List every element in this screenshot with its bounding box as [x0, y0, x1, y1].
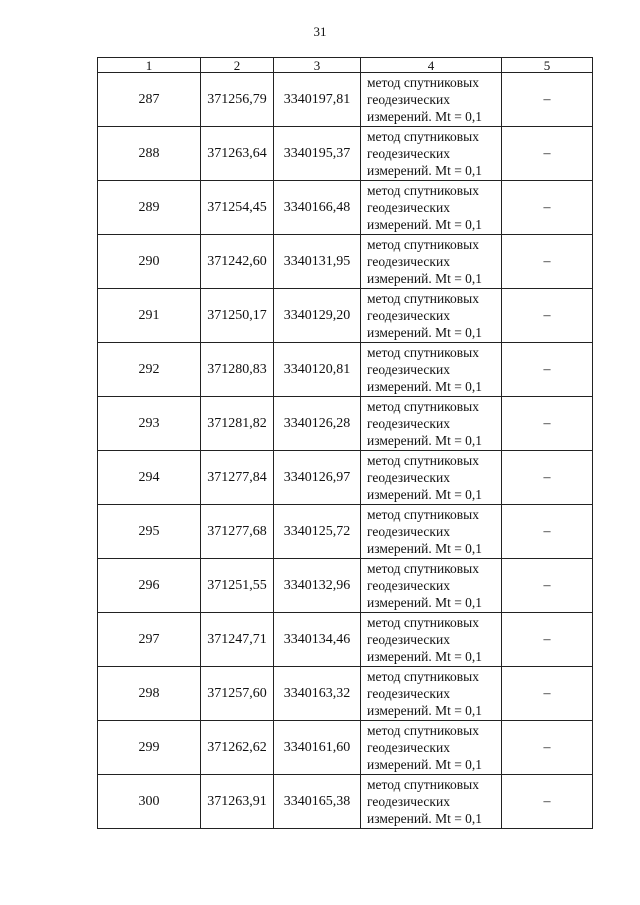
- method-line: метод спутниковых: [367, 561, 479, 576]
- table-row: [98, 559, 593, 613]
- coordinates-table: [97, 57, 593, 829]
- method-cell: [361, 559, 502, 613]
- method-cell: [361, 181, 502, 235]
- method-line: измерений. Mt = 0,1: [367, 757, 483, 772]
- method-line: измерений. Mt = 0,1: [367, 163, 483, 178]
- table-row: [98, 235, 593, 289]
- method-line: метод спутниковых: [367, 345, 479, 360]
- table-row: [98, 397, 593, 451]
- method-line: геодезических: [367, 470, 450, 485]
- method-line: измерений. Mt = 0,1: [367, 379, 483, 394]
- y-coordinate-cell: 3340166,48: [274, 181, 361, 235]
- method-line: измерений. Mt = 0,1: [367, 487, 483, 502]
- method-line: геодезических: [367, 362, 450, 377]
- method-cell: [361, 613, 502, 667]
- method-cell: [361, 127, 502, 181]
- y-coordinate-cell: 3340197,81: [274, 73, 361, 127]
- method-line: геодезических: [367, 794, 450, 809]
- y-coordinate-cell: 3340125,72: [274, 505, 361, 559]
- method-line: измерений. Mt = 0,1: [367, 325, 483, 340]
- x-coordinate-cell: 371242,60: [201, 235, 274, 289]
- method-line: метод спутниковых: [367, 777, 479, 792]
- method-line: метод спутниковых: [367, 723, 479, 738]
- method-line: метод спутниковых: [367, 399, 479, 414]
- method-cell: [361, 721, 502, 775]
- note-cell: –: [502, 775, 593, 829]
- method-line: геодезических: [367, 146, 450, 161]
- method-cell: [361, 775, 502, 829]
- point-number-cell: 288: [98, 127, 201, 181]
- point-number-cell: 298: [98, 667, 201, 721]
- table-row: [98, 343, 593, 397]
- note-cell: –: [502, 613, 593, 667]
- y-coordinate-cell: 3340161,60: [274, 721, 361, 775]
- x-coordinate-cell: 371263,91: [201, 775, 274, 829]
- note-cell: –: [502, 451, 593, 505]
- x-coordinate-cell: 371254,45: [201, 181, 274, 235]
- note-cell: –: [502, 289, 593, 343]
- y-coordinate-cell: 3340134,46: [274, 613, 361, 667]
- method-line: измерений. Mt = 0,1: [367, 649, 483, 664]
- x-coordinate-cell: 371251,55: [201, 559, 274, 613]
- method-cell: [361, 289, 502, 343]
- x-coordinate-cell: 371247,71: [201, 613, 274, 667]
- y-coordinate-cell: 3340165,38: [274, 775, 361, 829]
- method-cell: [361, 235, 502, 289]
- x-coordinate-cell: 371262,62: [201, 721, 274, 775]
- y-coordinate-cell: 3340129,20: [274, 289, 361, 343]
- note-cell: –: [502, 667, 593, 721]
- y-coordinate-cell: 3340195,37: [274, 127, 361, 181]
- point-number-cell: 294: [98, 451, 201, 505]
- table-row: [98, 451, 593, 505]
- table-body: [98, 73, 593, 829]
- method-line: геодезических: [367, 740, 450, 755]
- method-line: геодезических: [367, 200, 450, 215]
- method-cell: [361, 343, 502, 397]
- method-line: измерений. Mt = 0,1: [367, 595, 483, 610]
- point-number-cell: 292: [98, 343, 201, 397]
- method-cell: [361, 667, 502, 721]
- method-line: геодезических: [367, 632, 450, 647]
- method-line: метод спутниковых: [367, 291, 479, 306]
- method-line: измерений. Mt = 0,1: [367, 271, 483, 286]
- x-coordinate-cell: 371277,84: [201, 451, 274, 505]
- point-number-cell: 287: [98, 73, 201, 127]
- method-line: метод спутниковых: [367, 237, 479, 252]
- y-coordinate-cell: 3340163,32: [274, 667, 361, 721]
- method-line: измерений. Mt = 0,1: [367, 541, 483, 556]
- note-cell: –: [502, 235, 593, 289]
- table-row: [98, 289, 593, 343]
- x-coordinate-cell: 371263,64: [201, 127, 274, 181]
- note-cell: –: [502, 343, 593, 397]
- x-coordinate-cell: 371257,60: [201, 667, 274, 721]
- note-cell: –: [502, 721, 593, 775]
- table-row: [98, 721, 593, 775]
- table-header: [98, 58, 593, 73]
- table-row: [98, 127, 593, 181]
- x-coordinate-cell: 371250,17: [201, 289, 274, 343]
- method-line: геодезических: [367, 524, 450, 539]
- table-row: [98, 613, 593, 667]
- point-number-cell: 300: [98, 775, 201, 829]
- method-line: измерений. Mt = 0,1: [367, 217, 483, 232]
- point-number-cell: 299: [98, 721, 201, 775]
- method-line: измерений. Mt = 0,1: [367, 109, 483, 124]
- y-coordinate-cell: 3340126,97: [274, 451, 361, 505]
- point-number-cell: 296: [98, 559, 201, 613]
- method-line: геодезических: [367, 308, 450, 323]
- method-line: измерений. Mt = 0,1: [367, 433, 483, 448]
- method-line: геодезических: [367, 254, 450, 269]
- method-line: метод спутниковых: [367, 183, 479, 198]
- table-row: [98, 667, 593, 721]
- point-number-cell: 291: [98, 289, 201, 343]
- note-cell: –: [502, 127, 593, 181]
- method-line: метод спутниковых: [367, 507, 479, 522]
- note-cell: –: [502, 505, 593, 559]
- method-line: геодезических: [367, 686, 450, 701]
- method-line: метод спутниковых: [367, 75, 479, 90]
- method-line: измерений. Mt = 0,1: [367, 703, 483, 718]
- x-coordinate-cell: 371277,68: [201, 505, 274, 559]
- table-row: [98, 505, 593, 559]
- header-row: [98, 58, 593, 73]
- point-number-cell: 293: [98, 397, 201, 451]
- header-col-2: 2: [201, 58, 274, 73]
- method-line: метод спутниковых: [367, 615, 479, 630]
- header-col-1: 1: [98, 58, 201, 73]
- method-line: геодезических: [367, 92, 450, 107]
- method-cell: [361, 505, 502, 559]
- y-coordinate-cell: 3340126,28: [274, 397, 361, 451]
- page-number: 31: [313, 24, 327, 39]
- header-col-5: 5: [502, 58, 593, 73]
- y-coordinate-cell: 3340132,96: [274, 559, 361, 613]
- point-number-cell: 290: [98, 235, 201, 289]
- point-number-cell: 295: [98, 505, 201, 559]
- method-line: геодезических: [367, 416, 450, 431]
- method-line: измерений. Mt = 0,1: [367, 811, 483, 826]
- table-row: [98, 73, 593, 127]
- x-coordinate-cell: 371280,83: [201, 343, 274, 397]
- method-line: геодезических: [367, 578, 450, 593]
- note-cell: –: [502, 181, 593, 235]
- note-cell: –: [502, 397, 593, 451]
- note-cell: –: [502, 559, 593, 613]
- method-cell: [361, 73, 502, 127]
- x-coordinate-cell: 371281,82: [201, 397, 274, 451]
- note-cell: –: [502, 73, 593, 127]
- point-number-cell: 289: [98, 181, 201, 235]
- method-line: метод спутниковых: [367, 129, 479, 144]
- y-coordinate-cell: 3340120,81: [274, 343, 361, 397]
- method-line: метод спутниковых: [367, 669, 479, 684]
- header-col-3: 3: [274, 58, 361, 73]
- point-number-cell: 297: [98, 613, 201, 667]
- table-row: [98, 775, 593, 829]
- method-cell: [361, 451, 502, 505]
- header-col-4: 4: [361, 58, 502, 73]
- method-cell: [361, 397, 502, 451]
- method-line: метод спутниковых: [367, 453, 479, 468]
- x-coordinate-cell: 371256,79: [201, 73, 274, 127]
- y-coordinate-cell: 3340131,95: [274, 235, 361, 289]
- table-row: [98, 181, 593, 235]
